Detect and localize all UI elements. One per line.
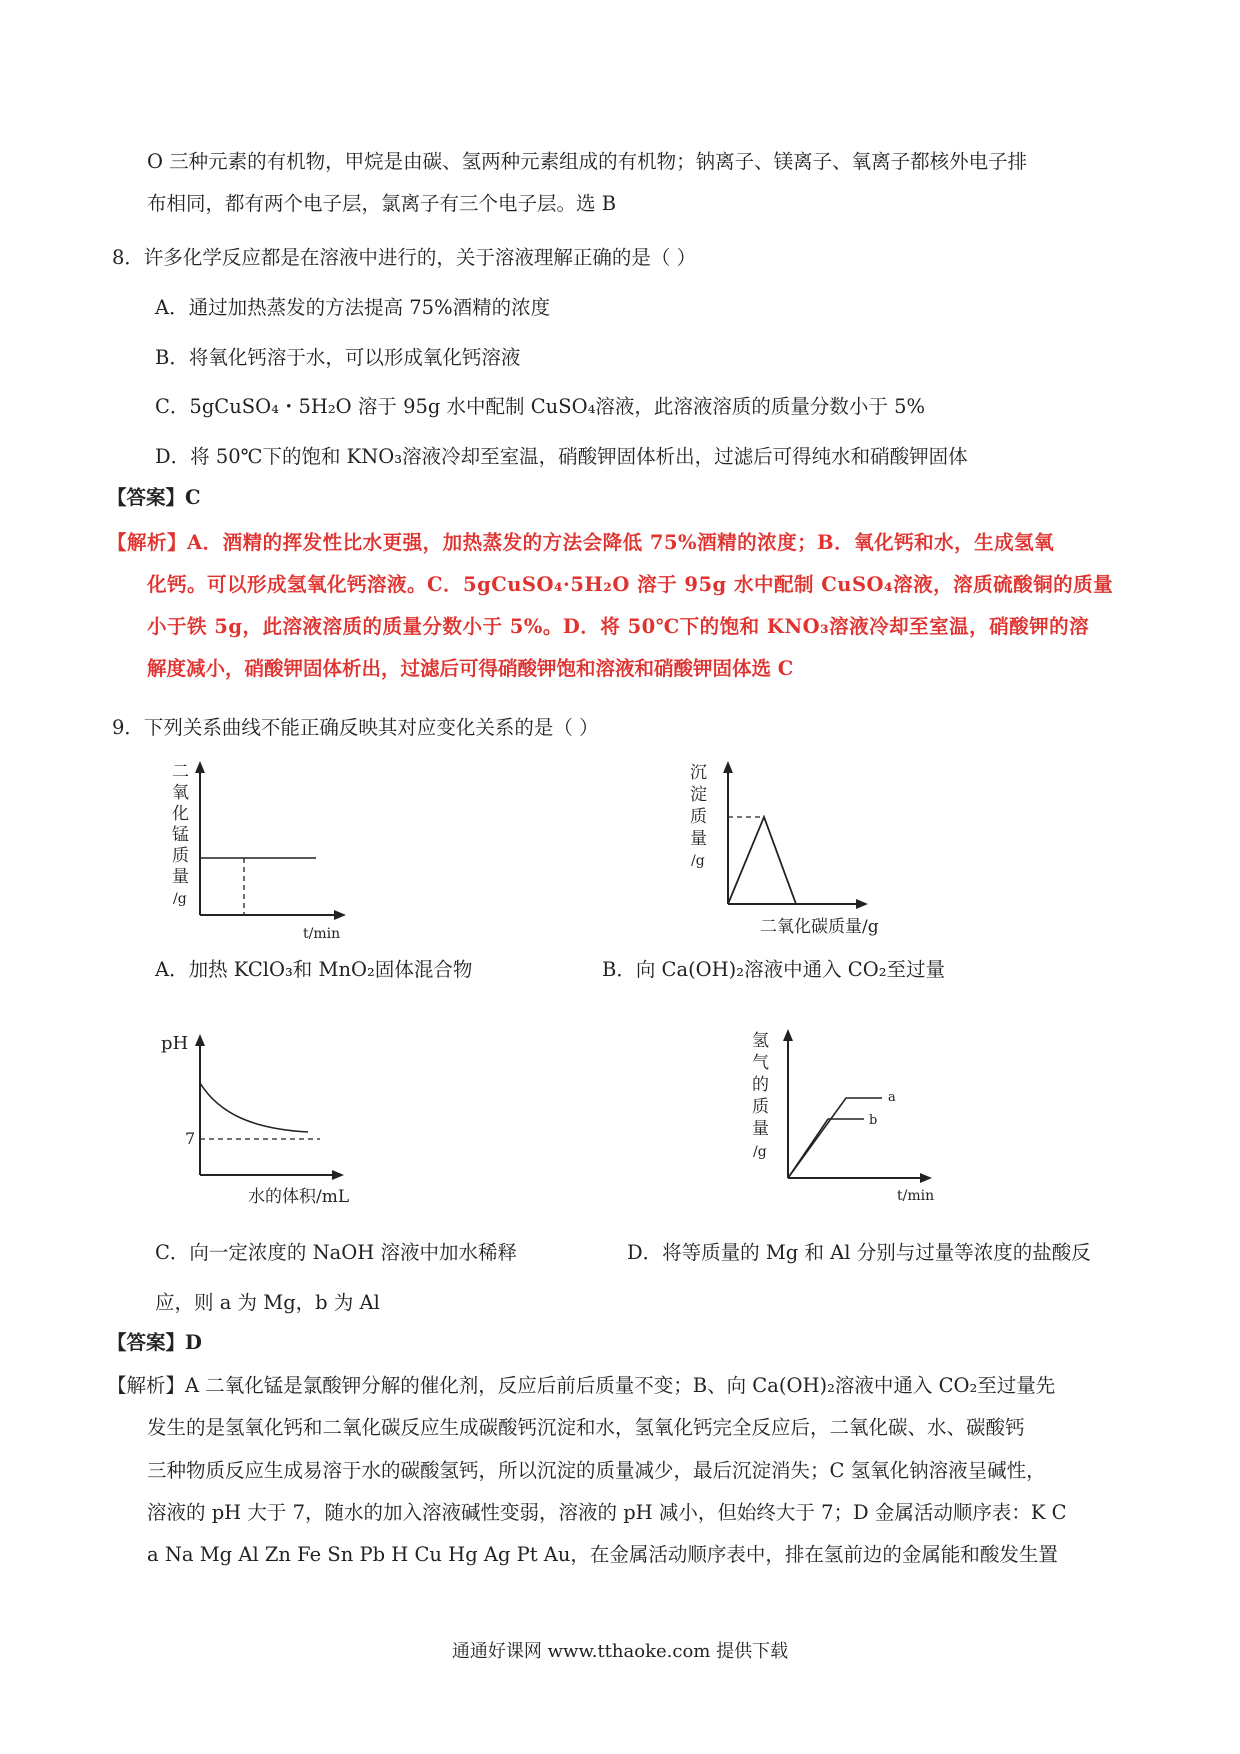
figure-b-y-arrow xyxy=(723,761,733,773)
question-9-explanation-line-3: 三种物质反应生成易溶于水的碳酸氢钙，所以沉淀的质量减少，最后沉淀消失；C 氢氧化钠溶液呈碱性， xyxy=(147,1459,1046,1482)
figure-d-series-b xyxy=(788,1119,864,1178)
figure-b-axes xyxy=(728,770,860,904)
question-9-answer: 【答案】D xyxy=(107,1331,202,1354)
figure-d-y-arrow xyxy=(783,1029,793,1041)
figure-b-svg xyxy=(690,752,910,952)
figure-c-x-arrow xyxy=(332,1170,344,1180)
figure-c-y-arrow xyxy=(195,1034,205,1046)
figure-a-axes xyxy=(200,769,338,915)
figure-c-ylabel: pH xyxy=(161,1033,189,1054)
question-9-stem: 9．下列关系曲线不能正确反映其对应变化关系的是（ ） xyxy=(112,716,599,739)
question-9-option-a: A．加热 KClO₃和 MnO₂固体混合物 xyxy=(155,958,473,981)
figure-a-ylabel-5: 质 xyxy=(172,846,189,866)
figure-d-ylabel-5: 量 xyxy=(752,1119,769,1139)
figure-c xyxy=(160,1025,360,1219)
question-9-option-b: B．向 Ca(OH)₂溶液中通入 CO₂至过量 xyxy=(602,958,946,981)
question-8-explanation-line-3: 小于铁 5g，此溶液溶质的质量分数小于 5%。D．将 50℃下的饱和 KNO₃溶液冷却至室温，硝酸钾的溶 xyxy=(147,615,1090,638)
question-8-option-b: B．将氧化钙溶于水，可以形成氧化钙溶液 xyxy=(155,346,521,369)
figure-d-xlabel: t/min xyxy=(897,1188,935,1204)
question-8-explanation-line-2: 化钙。可以形成氢氧化钙溶液。C．5gCuSO₄·5H₂O 溶于 95g 水中配制 CuSO₄溶液，溶质硫酸铜的质量 xyxy=(147,573,1114,596)
question-8-option-c: C．5gCuSO₄・5H₂O 溶于 95g 水中配制 CuSO₄溶液，此溶液溶质的质量分数小于 5% xyxy=(155,395,926,418)
figure-a-ylabel-2: 氧 xyxy=(172,783,189,803)
figure-b-xlabel: 二氧化碳质量/g xyxy=(760,917,879,937)
figure-d-ylabel-4: 质 xyxy=(752,1097,769,1117)
question-9-explanation-line-5: a Na Mg Al Zn Fe Sn Pb H Cu Hg Ag Pt Au，在金属活动顺序表中，排在氢前边的金属能和酸发生置 xyxy=(147,1543,1058,1566)
question-9-option-d-cont: 应，则 a 为 Mg，b 为 Al xyxy=(155,1291,380,1314)
question-9-explanation-line-1: 【解析】A 二氧化锰是氯酸钾分解的催化剂，反应后前后质量不变；B、向 Ca(OH)₂溶液中通入 CO₂至过量先 xyxy=(107,1374,1056,1397)
question-8-explanation-line-4: 解度减小，硝酸钾固体析出，过滤后可得硝酸钾饱和溶液和硝酸钾固体选 C xyxy=(147,657,794,680)
figure-d-ylabel-unit: /g xyxy=(753,1144,767,1160)
figure-a-ylabel-3: 化 xyxy=(172,804,189,824)
question-8-answer: 【答案】C xyxy=(107,486,201,509)
figure-d-label-a: a xyxy=(888,1090,896,1105)
question-9-explanation-line-2: 发生的是氢氧化钙和二氧化碳反应生成碳酸钙沉淀和水，氢氧化钙完全反应后，二氧化碳、水、碳酸钙 xyxy=(147,1416,1025,1439)
question-8-option-d: D．将 50℃下的饱和 KNO₃溶液冷却至室温，硝酸钾固体析出，过滤后可得纯水和硝酸钾固体 xyxy=(155,445,968,468)
figure-d-ylabel-3: 的 xyxy=(752,1075,769,1095)
figure-a-xlabel: t/min xyxy=(303,926,341,942)
figure-a-y-arrow xyxy=(195,761,205,773)
figure-b-ylabel-1: 沉 xyxy=(690,763,707,783)
figure-c-xlabel: 水的体积/mL xyxy=(248,1187,350,1207)
figure-d-ylabel-2: 气 xyxy=(752,1053,769,1073)
page-footer: 通通好课网 www.tthaoke.com 提供下载 xyxy=(451,1641,789,1662)
figure-a-ylabel-1: 二 xyxy=(172,762,189,782)
prev-explanation-line-2: 布相同，都有两个电子层，氯离子有三个电子层。选 B xyxy=(147,192,617,215)
figure-a-svg xyxy=(160,755,350,945)
figure-a-ylabel-unit: /g xyxy=(173,891,187,907)
figure-d-svg xyxy=(752,1018,952,1208)
figure-d-axes xyxy=(788,1038,924,1178)
figure-a-ylabel-6: 量 xyxy=(172,867,189,887)
question-9-option-c: C．向一定浓度的 NaOH 溶液中加水稀释 xyxy=(155,1241,517,1264)
figure-b xyxy=(690,752,910,956)
figure-c-curve xyxy=(200,1083,308,1132)
figure-b-line xyxy=(728,817,796,904)
question-8-stem: 8．许多化学反应都是在溶液中进行的，关于溶液理解正确的是（ ） xyxy=(112,246,697,269)
figure-b-ylabel-3: 质 xyxy=(690,807,707,827)
figure-d xyxy=(752,1018,952,1212)
figure-d-label-b: b xyxy=(869,1113,878,1128)
prev-explanation-line-1: O 三种元素的有机物，甲烷是由碳、氢两种元素组成的有机物；钠离子、镁离子、氧离子都核外电子排 xyxy=(147,150,1028,173)
question-8-explanation-line-1: 【解析】A．酒精的挥发性比水更强，加热蒸发的方法会降低 75%酒精的浓度；B．氧化钙和水，生成氢氧 xyxy=(107,531,1055,554)
figure-c-svg xyxy=(160,1025,360,1215)
figure-b-x-arrow xyxy=(856,899,868,909)
figure-c-tick-7: 7 xyxy=(185,1129,196,1148)
figure-c-axes xyxy=(200,1043,336,1175)
question-9-option-d: D．将等质量的 Mg 和 Al 分别与过量等浓度的盐酸反 xyxy=(627,1241,1091,1264)
figure-a-ylabel-4: 锰 xyxy=(172,825,189,845)
figure-d-ylabel-1: 氢 xyxy=(752,1031,769,1051)
figure-b-ylabel-unit: /g xyxy=(691,853,705,869)
figure-d-series-a xyxy=(788,1098,882,1178)
figure-a xyxy=(160,755,350,949)
figure-d-x-arrow xyxy=(920,1173,932,1183)
figure-b-ylabel-2: 淀 xyxy=(690,785,707,805)
question-9-explanation-line-4: 溶液的 pH 大于 7，随水的加入溶液碱性变弱，溶液的 pH 减小，但始终大于 7；D 金属活动顺序表：K C xyxy=(147,1501,1067,1524)
figure-b-ylabel-4: 量 xyxy=(690,829,707,849)
figure-a-x-arrow xyxy=(334,910,346,920)
question-8-option-a: A．通过加热蒸发的方法提高 75%酒精的浓度 xyxy=(155,296,551,319)
